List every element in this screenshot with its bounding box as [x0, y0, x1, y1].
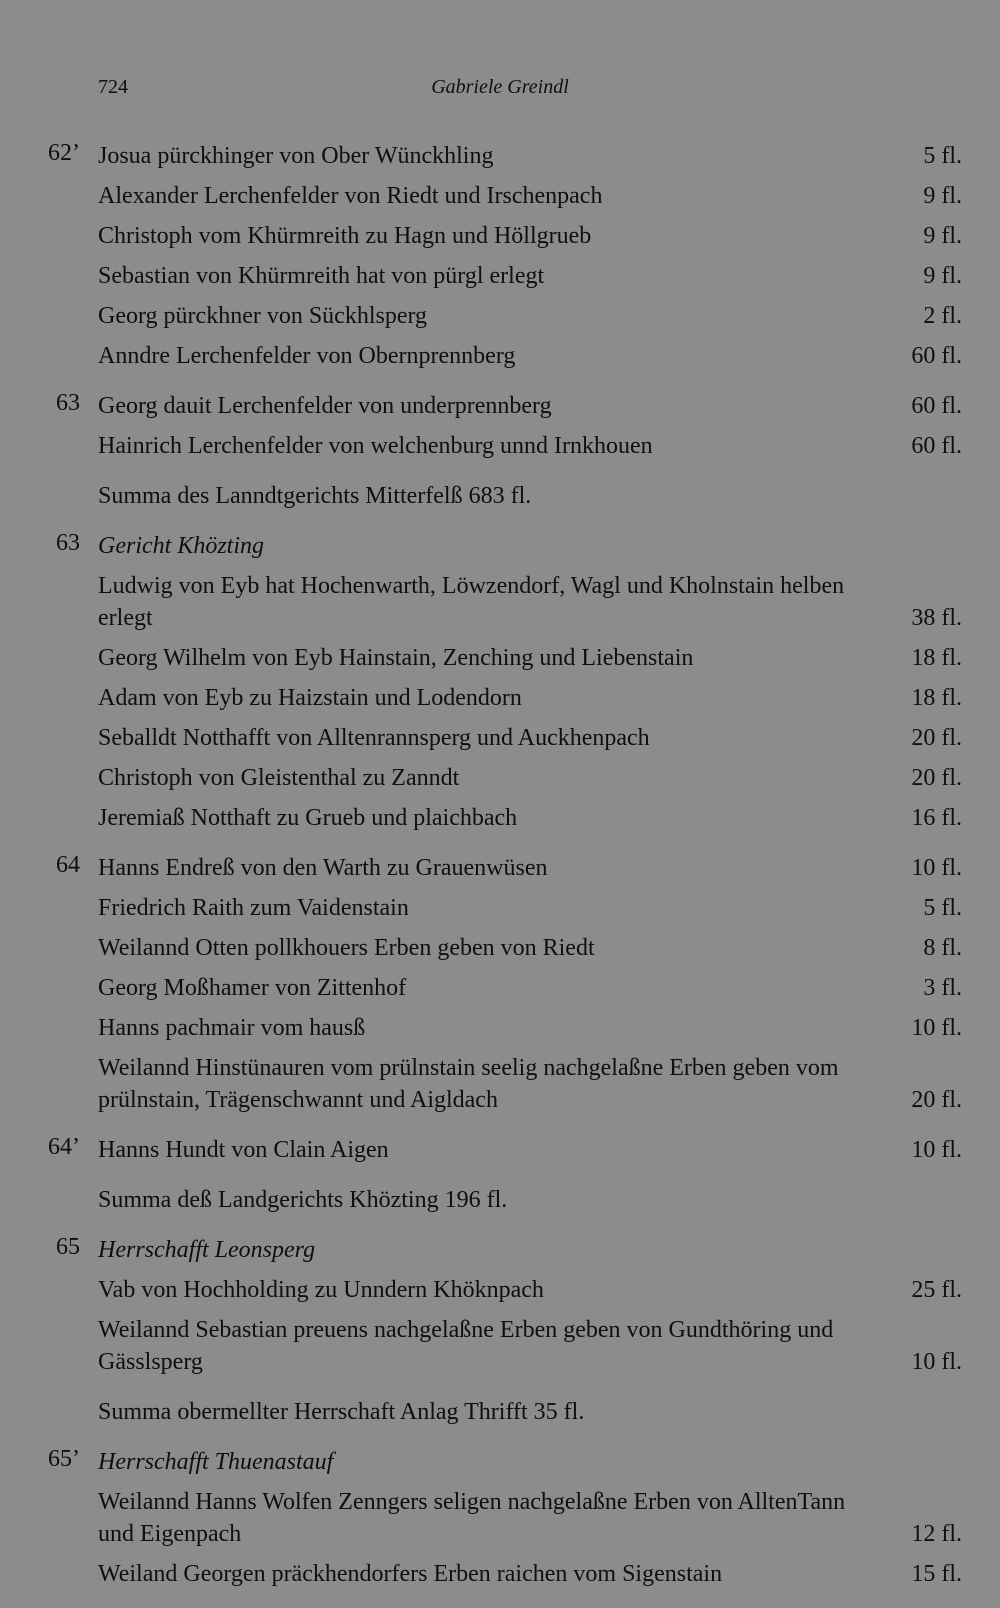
entry-amount: 60 fl.	[911, 433, 962, 459]
entry-section	[0, 1446, 1000, 1590]
ledger-entry	[0, 722, 1000, 754]
page-header	[0, 76, 1000, 106]
entry-amount: 5 fl.	[923, 895, 962, 921]
ledger-entry	[0, 340, 1000, 372]
entry-text: Adam von Eyb zu Haizstain und Lodendorn	[98, 685, 522, 711]
entry-amount: 18 fl.	[911, 645, 962, 671]
entry-text: Georg pürckhner von Sückhlsperg	[98, 303, 428, 329]
entry-text: Christoph von Gleistenthal zu Zanndt	[98, 765, 460, 791]
entry-amount: 10 fl.	[911, 1015, 962, 1041]
entry-text: Hainrich Lerchenfelder von welchenburg unnd Irnkhouen	[98, 433, 653, 459]
ledger-entry	[0, 260, 1000, 292]
entry-amount: 60 fl.	[911, 393, 962, 419]
entry-amount: 3 fl.	[923, 975, 962, 1001]
ledger-entry	[0, 1012, 1000, 1044]
entry-amount: 60 fl.	[911, 343, 962, 369]
ledger-entry	[0, 642, 1000, 674]
ledger-entry	[0, 430, 1000, 462]
entry-amount: 15 fl.	[911, 1561, 962, 1587]
ledger-entry	[0, 180, 1000, 212]
ledger-entry	[0, 892, 1000, 924]
section-heading	[0, 1234, 1000, 1266]
ledger-entry	[0, 390, 1000, 422]
section-heading	[0, 530, 1000, 562]
entry-amount: 20 fl.	[911, 1087, 962, 1113]
entry-amount: 2 fl.	[923, 303, 962, 329]
entry-text: Seballdt Notthafft von Alltenrannsperg und Auckhenpach	[98, 725, 650, 751]
entry-number: 63	[56, 390, 80, 416]
entry-amount: 20 fl.	[911, 765, 962, 791]
entry-amount: 10 fl.	[911, 855, 962, 881]
entry-text: Sebastian von Khürmreith hat von pürgl erlegt	[98, 263, 545, 289]
entry-section	[0, 852, 1000, 1116]
entry-amount: 8 fl.	[923, 935, 962, 961]
entry-amount: 9 fl.	[923, 263, 962, 289]
ledger-entry	[0, 570, 1000, 634]
entry-text: Hanns Endreß von den Warth zu Grauenwüsen	[98, 855, 548, 881]
entry-text: Ludwig von Eyb hat Hochenwarth, Löwzendorf, Wagl und Kholnstain helben erlegt	[98, 573, 845, 631]
entry-section	[0, 140, 1000, 372]
page-number: 724	[98, 76, 128, 98]
heading-text: Herrschafft Thuenastauf	[98, 1449, 334, 1475]
summary-line: Summa obermellter Herrschaft Anlag Thrifft 35 fl.	[98, 1399, 585, 1425]
entry-text: Weilannd Hanns Wolfen Zenngers seligen nachgelaßne Erben von AlltenTann und Eigenpach	[98, 1489, 846, 1547]
entry-text: Weiland Georgen präckhendorfers Erben raichen vom Sigenstain	[98, 1561, 723, 1587]
entry-amount: 20 fl.	[911, 725, 962, 751]
ledger-entry	[0, 972, 1000, 1004]
running-title: Gabriele Greindl	[431, 76, 569, 98]
entry-text: Alexander Lerchenfelder von Riedt und Irschenpach	[98, 183, 603, 209]
entry-text: Weilannd Sebastian preuens nachgelaßne Erben geben von Gundthöring und Gässlsperg	[98, 1317, 834, 1375]
ledger-entry	[0, 1134, 1000, 1166]
entry-text: Georg dauit Lerchenfelder von underprennberg	[98, 393, 552, 419]
summary-line: Summa des Lanndtgerichts Mitterfelß 683 fl.	[98, 483, 532, 509]
entry-amount: 25 fl.	[911, 1277, 962, 1303]
ledger-entry	[0, 220, 1000, 252]
ledger-entry	[0, 932, 1000, 964]
entry-text: Christoph vom Khürmreith zu Hagn und Höllgrueb	[98, 223, 592, 249]
entry-amount: 16 fl.	[911, 805, 962, 831]
entry-amount: 9 fl.	[923, 223, 962, 249]
ledger-entry	[0, 140, 1000, 172]
entry-number: 65’	[48, 1446, 80, 1472]
entry-text: Vab von Hochholding zu Unndern Khöknpach	[98, 1277, 544, 1303]
ledger-entry	[0, 1274, 1000, 1306]
ledger-entry	[0, 1558, 1000, 1590]
entry-text: Hanns Hundt von Clain Aigen	[98, 1137, 389, 1163]
entry-text: Georg Moßhamer von Zittenhof	[98, 975, 407, 1001]
entry-number: 64	[56, 852, 80, 878]
entry-number: 63	[56, 530, 80, 556]
entry-text: Jeremiaß Notthaft zu Grueb und plaichbach	[98, 805, 518, 831]
ledger-entry	[0, 802, 1000, 834]
document-body	[0, 140, 1000, 1608]
entry-number: 62’	[48, 140, 80, 166]
ledger-entry	[0, 762, 1000, 794]
entry-amount: 9 fl.	[923, 183, 962, 209]
heading-text: Herrschafft Leonsperg	[98, 1237, 316, 1263]
section-heading	[0, 1446, 1000, 1478]
entry-section	[0, 1234, 1000, 1378]
entry-text: Weilannd Hinstünauren vom prülnstain seelig nachgelaßne Erben geben vom prülnstain, Trägenschwannt und Aigldach	[98, 1055, 839, 1113]
entry-text: Hanns pachmair vom hausß	[98, 1015, 366, 1041]
entry-number: 65	[56, 1234, 80, 1260]
entry-text: Josua pürckhinger von Ober Wünckhling	[98, 143, 494, 169]
entry-section	[0, 390, 1000, 462]
entry-amount: 10 fl.	[911, 1349, 962, 1375]
entry-amount: 18 fl.	[911, 685, 962, 711]
ledger-entry	[0, 1314, 1000, 1378]
entry-text: Friedrich Raith zum Vaidenstain	[98, 895, 409, 921]
entry-amount: 12 fl.	[911, 1521, 962, 1547]
ledger-entry	[0, 852, 1000, 884]
summary-line: Summa deß Landgerichts Khözting 196 fl.	[98, 1187, 508, 1213]
entry-amount: 5 fl.	[923, 143, 962, 169]
entry-text: Weilannd Otten pollkhouers Erben geben von Riedt	[98, 935, 595, 961]
ledger-entry	[0, 682, 1000, 714]
entry-text: Georg Wilhelm von Eyb Hainstain, Zenching und Liebenstain	[98, 645, 694, 671]
ledger-entry	[0, 1486, 1000, 1550]
entry-amount: 10 fl.	[911, 1137, 962, 1163]
ledger-entry	[0, 1052, 1000, 1116]
entry-amount: 38 fl.	[911, 605, 962, 631]
heading-text: Gericht Khözting	[98, 533, 264, 559]
ledger-entry	[0, 300, 1000, 332]
entry-number: 64’	[48, 1134, 80, 1160]
entry-text: Anndre Lerchenfelder von Obernprennberg	[98, 343, 516, 369]
entry-section	[0, 530, 1000, 834]
entry-section	[0, 1134, 1000, 1166]
